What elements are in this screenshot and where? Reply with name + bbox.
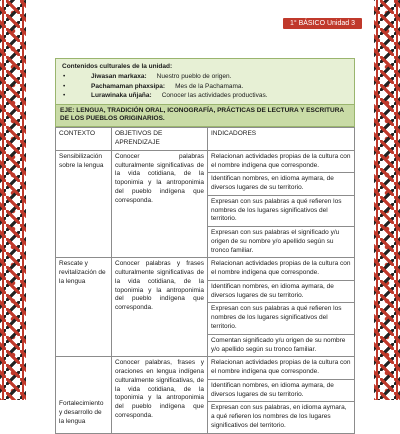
objective-cell: Conocer palabras culturalmente significativas de la vida cotidiana, de la toponimia y la antroponimia del pueblo indígena que corresponda. xyxy=(112,150,208,258)
context-cell: Fortalecimiento y desarrollo de la lengua xyxy=(56,357,112,433)
indicator-cell: Expresan con sus palabras el significado y/u origen de su nombre y/o apellido según su tronco familiar. xyxy=(208,227,355,258)
table-row xyxy=(56,258,355,281)
indicator-cell: Relacionan actividades propias de la cultura con el nombre indígena que corresponde. xyxy=(208,258,355,281)
content-key: Jiwasan markaxa: xyxy=(91,73,147,81)
indicator-cell: Identifican nombres, en idioma aymara, de diversos lugares de su territorio. xyxy=(208,379,355,402)
content-value: Conocer las actividades productivas. xyxy=(161,92,268,100)
cultural-contents-title: Contenidos culturales de la unidad: xyxy=(62,63,173,70)
indicator-cell: Comentan significado y/u origen de su nombre y/o apellido según su tronco familiar. xyxy=(208,334,355,357)
column-header-context: CONTEXTO xyxy=(56,128,112,151)
content-value: Mes de la Pachamama. xyxy=(175,82,244,90)
context-cell: Rescate y revitalización de la lengua xyxy=(56,258,112,357)
indicator-cell: Expresan con sus palabras a qué refieren los nombres de los lugares significativos del territorio. xyxy=(208,303,355,334)
unit-badge: 1° BÁSICO Unidad 3 xyxy=(283,18,362,29)
table-row xyxy=(56,150,355,173)
objective-cell: Conocer palabras, frases y oraciones en lengua indígena culturalmente significativas, de la vida cotidiana, de la toponimia y la antroponimia del pueblo indígena que corresponda. xyxy=(112,357,208,433)
column-header-indicators: INDICADORES xyxy=(208,128,355,151)
table-header-row xyxy=(56,128,355,151)
indicator-cell: Identifican nombres, en idioma aymara, de diversos lugares de su territorio. xyxy=(208,280,355,303)
cultural-contents-box xyxy=(55,58,355,105)
indicator-cell: Expresan con sus palabras a qué refieren los nombres de los lugares significativos del territorio. xyxy=(208,195,355,226)
document-body xyxy=(55,58,355,434)
cultural-contents-list xyxy=(62,72,348,100)
learning-objectives-table xyxy=(55,127,355,433)
column-header-objectives: OBJETIVOS DE APRENDIZAJE xyxy=(112,128,208,151)
indicator-cell: Expresan con sus palabras, en idioma aymara, a qué refieren los nombres de los lugares significativos del territorio. xyxy=(208,402,355,433)
context-cell: Sensibilización sobre la lengua xyxy=(56,150,112,258)
list-item xyxy=(62,82,348,91)
decorative-border-left xyxy=(0,0,26,400)
content-value: Nuestro pueblo de origen. xyxy=(156,73,232,81)
content-key: Pachamaman phaxsipa: xyxy=(91,82,166,90)
decorative-border-right xyxy=(374,0,400,400)
objective-cell: Conocer palabras y frases culturalmente significativas de la vida cotidiana, de la toponimia y la antroponimia del pueblo indígena que corresponda. xyxy=(112,258,208,357)
indicator-cell: Identifican nombres, en idioma aymara, de diversos lugares de su territorio. xyxy=(208,173,355,196)
indicator-cell: Relacionan actividades propias de la cultura con el nombre indígena que corresponde. xyxy=(208,150,355,173)
list-item xyxy=(62,91,348,100)
axis-title: EJE: LENGUA, TRADICIÓN ORAL, ICONOGRAFÍA, PRÁCTICAS DE LECTURA Y ESCRITURA DE LOS PUEBLOS ORIGINARIOS. xyxy=(55,105,355,128)
indicator-cell: Relacionan actividades propias de la cultura con el nombre indígena que corresponde. xyxy=(208,357,355,380)
content-key: Lurawinaka uñjaña: xyxy=(91,92,152,100)
list-item xyxy=(62,72,348,81)
table-row xyxy=(56,357,355,380)
